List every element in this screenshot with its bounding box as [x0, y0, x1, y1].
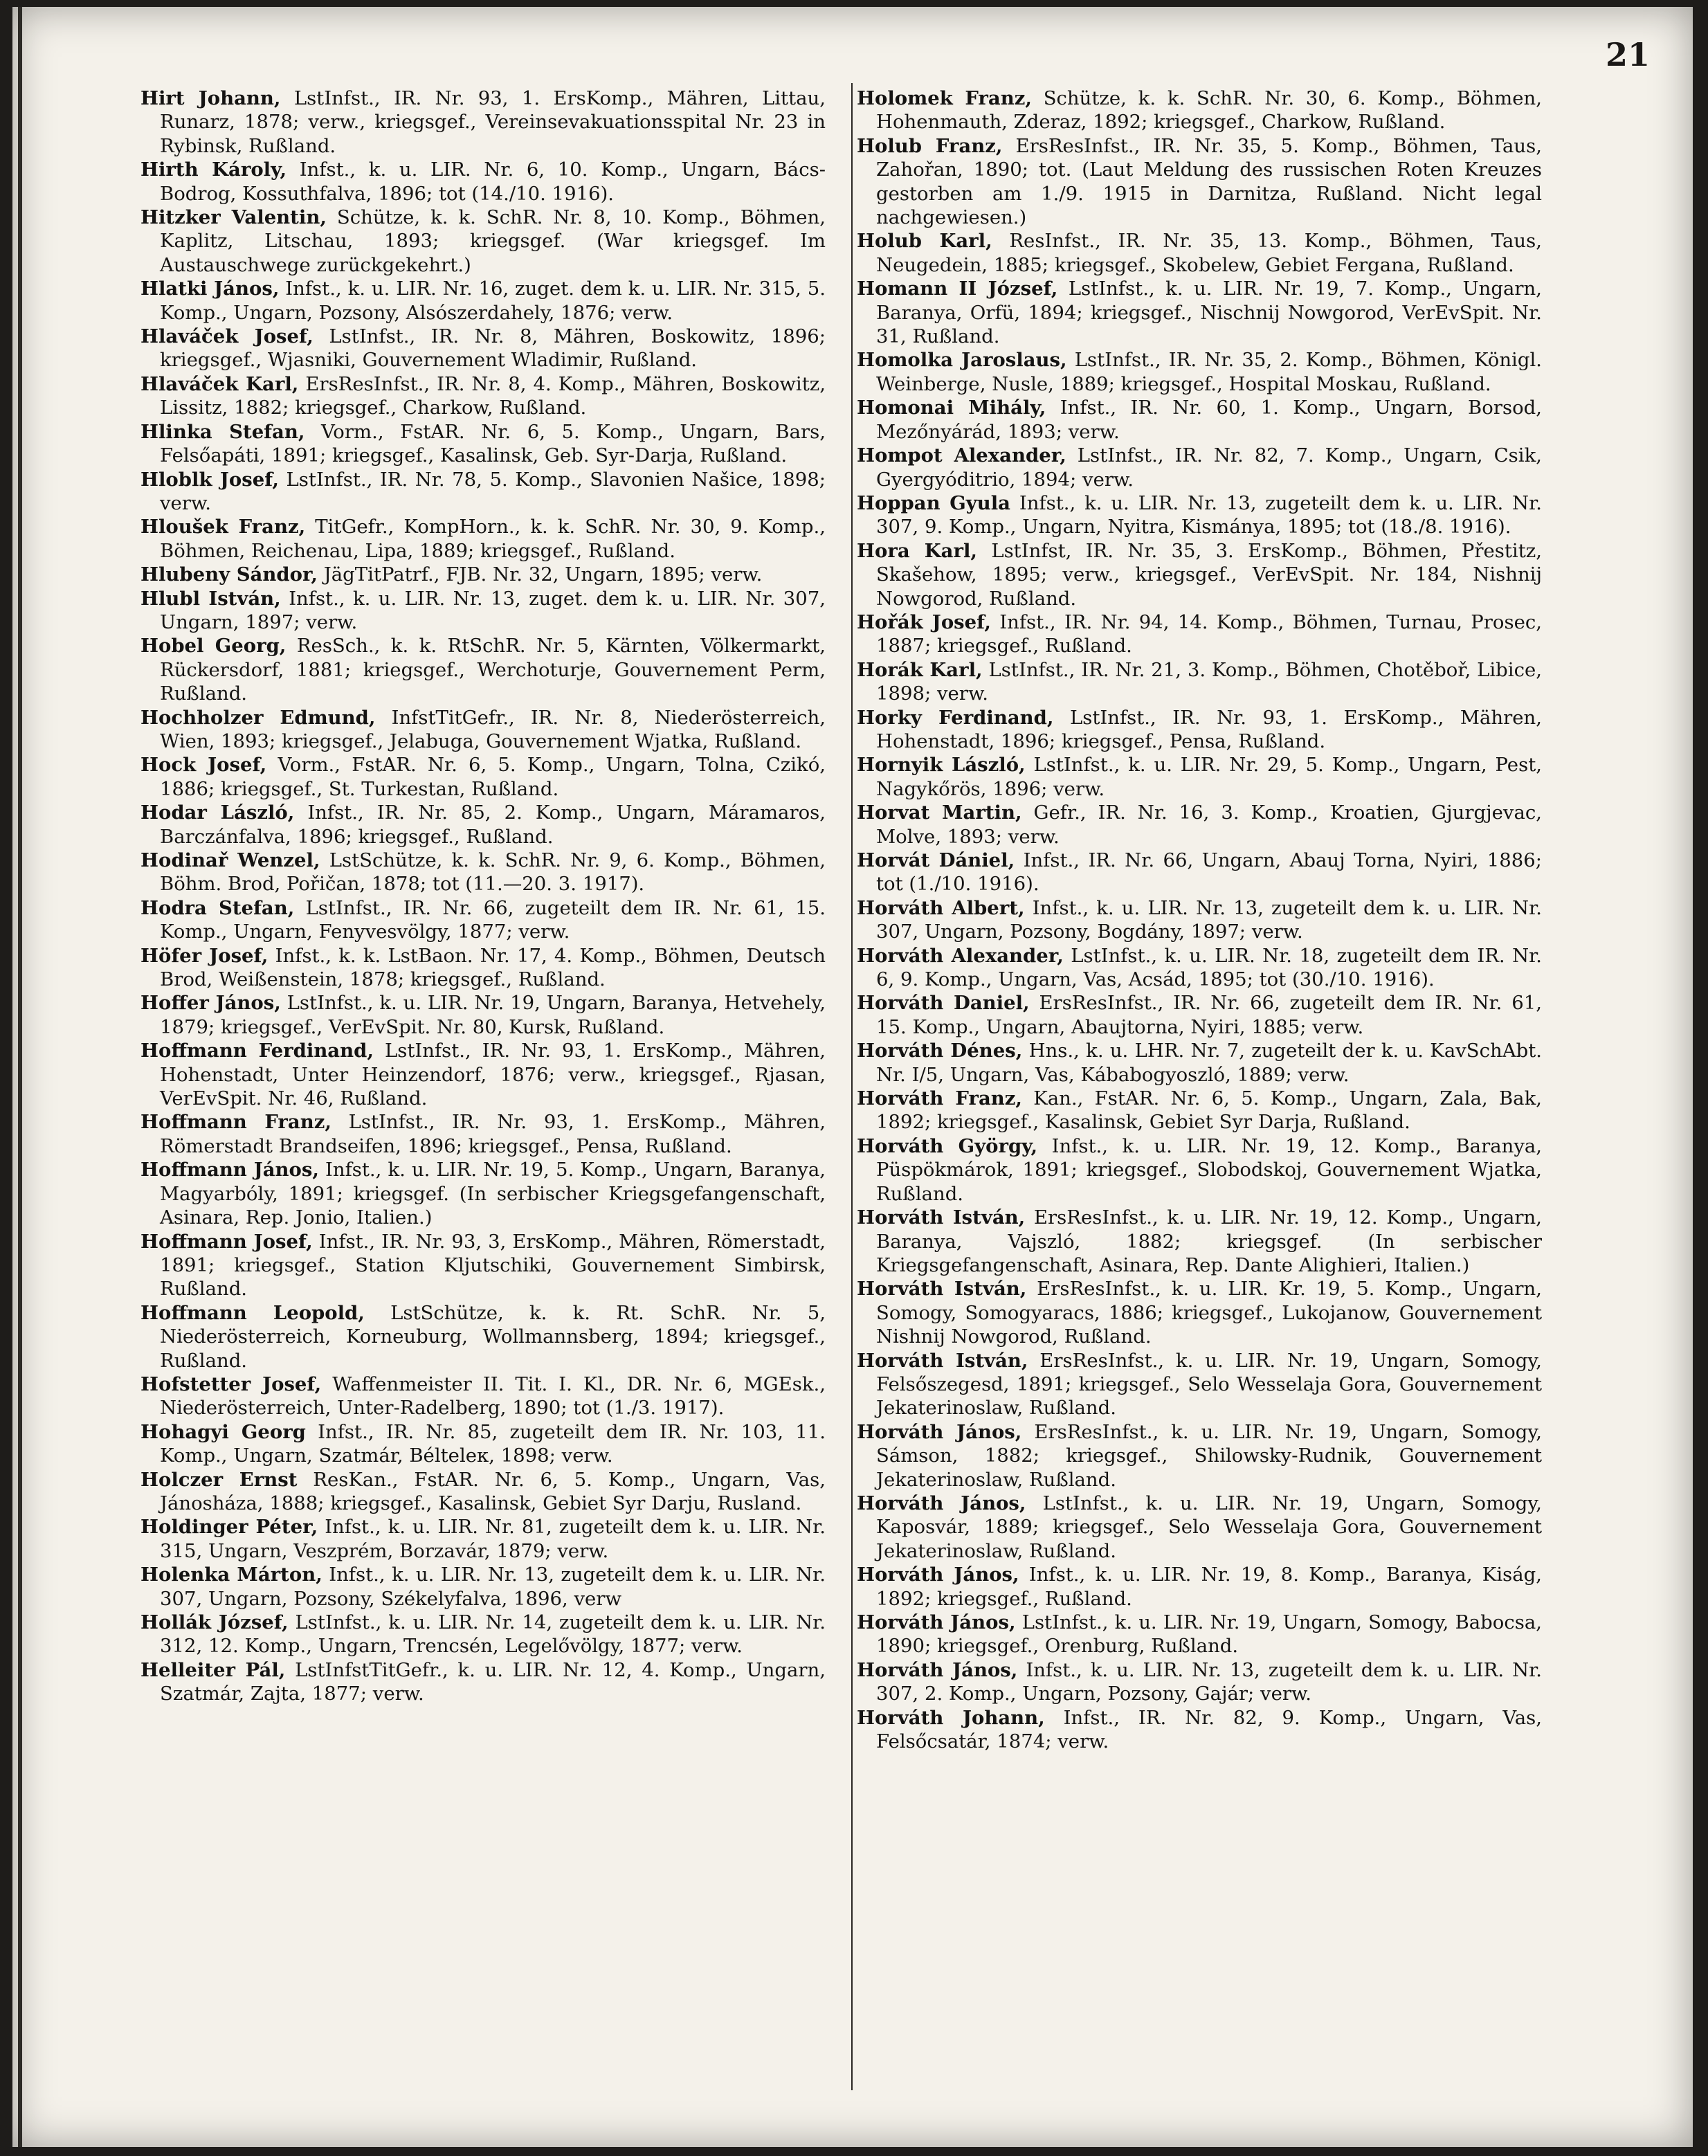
entry-details: Infst., k. u. LIR. Nr. 19, 8. Komp., Baranya, Kiság, 1892; kriegsgef., Rußland.	[876, 1564, 1542, 1610]
entry-name: Hompot Alexander,	[857, 444, 1066, 467]
entry-name: Horváth Franz,	[857, 1087, 1022, 1110]
entry-name: Hobel Georg,	[140, 635, 287, 658]
casualty-entry	[140, 468, 826, 516]
entry-name: Hohagyi Georg	[140, 1420, 306, 1443]
entry-name: Hornyik László,	[857, 754, 1026, 777]
page-number: 21	[1605, 36, 1650, 73]
entry-details: Infst., k. u. LIR. Nr. 13, zuget. dem k. u. LIR. Nr. 307, Ungarn, 1897; verw.	[160, 587, 826, 633]
casualty-entry	[140, 1658, 826, 1706]
entry-name: Hloušek Franz,	[140, 516, 306, 538]
entry-name: Hlubeny Sándor,	[140, 563, 318, 586]
entry-name: Hlaváček Karl,	[140, 372, 299, 395]
entry-details: LstInfst., k. u. LIR. Nr. 19, 7. Komp., Ungarn, Baranya, Orfü, 1894; kriegsgef., Nischnij Nowgorod, VerEvSpit. Nr. 31, Rußland.	[876, 278, 1542, 348]
entry-details: LstInfst., IR. Nr. 78, 5. Komp., Slavonien Našice, 1898; verw.	[160, 468, 826, 514]
entry-name: Hoffmann János,	[140, 1159, 319, 1181]
entry-details: LstInfst., k. u. LIR. Nr. 19, Ungarn, Somogy, Babocsa, 1890; kriegsgef., Orenburg, Rußland.	[876, 1611, 1542, 1658]
entry-details: LstSchütze, k. k. Rt. SchR. Nr. 5, Niederösterreich, Korneuburg, Wollmannsberg, 1894; kriegsgef., Rußland.	[160, 1301, 826, 1372]
entry-details: Infst., k. u. LIR. Nr. 13, zugeteilt dem k. u. LIR. Nr. 307, 9. Komp., Ungarn, Nyitra, Kismánya, 1895; tot (18./8. 1916).	[876, 491, 1542, 538]
entry-details: ErsResInfst., k. u. LIR. Kr. 19, 5. Komp., Ungarn, Somogy, Somogyaracs, 1886; kriegsgef., Lukojanow, Gouvernement Nishnij Nowgorod, Rußland.	[876, 1278, 1542, 1348]
entry-name: Höfer Josef,	[140, 944, 269, 967]
entry-name: Holenka Márton,	[140, 1564, 322, 1586]
entry-details: Infst., IR. Nr. 94, 14. Komp., Böhmen, Turnau, Prosec, 1887; kriegsgef., Rußland.	[876, 610, 1542, 658]
casualty-entry	[857, 87, 1542, 134]
entry-name: Hoffer János,	[140, 992, 281, 1015]
casualty-entry	[857, 1658, 1542, 1706]
entry-name: Hochholzer Edmund,	[140, 706, 376, 729]
entry-details: LstInfst, IR. Nr. 35, 3. ErsKomp., Böhmen, Přestitz, Skašehow, 1895; verw., kriegsgef., VerEvSpit. Nr. 184, Nishnij Nowgorod, Rußland.	[876, 539, 1542, 610]
entry-details: ResSch., k. k. RtSchR. Nr. 5, Kärnten, Völkermarkt, Rückersdorf, 1881; kriegsgef., Werchoturje, Gouvernement Perm, Rußland.	[160, 635, 826, 705]
casualty-entry	[857, 610, 1542, 658]
entry-details: JägTitPatrf., FJB. Nr. 32, Ungarn, 1895; verw.	[323, 563, 763, 586]
entry-name: Horvát Dániel,	[857, 849, 1015, 871]
casualty-entry	[140, 420, 826, 468]
entry-details: ErsResInfst., k. u. LIR. Nr. 19, Ungarn, Somogy, Felsőszegesd, 1891; kriegsgef., Selo Wesselaja Gora, Gouvernement Jekaterinoslaw, Rußland.	[876, 1349, 1542, 1420]
entry-name: Helleiter Pál,	[140, 1658, 286, 1681]
entry-name: Horváth István,	[857, 1349, 1028, 1372]
casualty-entry	[857, 1420, 1542, 1492]
casualty-entry	[857, 348, 1542, 396]
entry-name: Homann II József,	[857, 278, 1058, 300]
entry-details: ErsResInfst., k. u. LIR. Nr. 19, Ungarn, Somogy, Sámson, 1882; kriegsgef., Shilowsky-Rudnik, Gouvernement Jekaterinoslaw, Rußland.	[876, 1420, 1542, 1491]
casualty-entry	[140, 563, 826, 586]
entry-details: TitGefr., KompHorn., k. k. SchR. Nr. 30, 9. Komp., Böhmen, Reichenau, Lipa, 1889; kriegsgef., Rußland.	[160, 516, 826, 562]
entry-name: Holomek Franz,	[857, 87, 1032, 109]
entry-name: Holub Franz,	[857, 134, 1003, 157]
entry-details: LstInfst., IR. Nr. 93, 1. ErsKomp., Mähren, Römerstadt Brandseifen, 1896; kriegsgef., Pensa, Rußland.	[160, 1111, 826, 1157]
left-column	[140, 87, 826, 1706]
entry-details: InfstTitGefr., IR. Nr. 8, Niederösterreich, Wien, 1893; kriegsgef., Jelabuga, Gouvernement Wjatka, Rußland.	[160, 706, 826, 752]
entry-name: Hoffmann Ferdinand,	[140, 1040, 374, 1062]
casualty-entry	[140, 206, 826, 277]
entry-details: LstInfst., IR. Nr. 93, 1. ErsKomp., Mähren, Littau, Runarz, 1878; verw., kriegsgef., Vereinsevakuationsspital Nr. 23 in Rybinsk, Rußland.	[160, 87, 826, 157]
entry-name: Hollák József,	[140, 1611, 289, 1633]
entry-name: Hlaváček Josef,	[140, 325, 314, 348]
casualty-entry	[140, 1301, 826, 1373]
entry-name: Homolka Jaroslaus,	[857, 349, 1067, 372]
entry-details: LstSchütze, k. k. SchR. Nr. 9, 6. Komp., Böhmen, Böhm. Brod, Pořičan, 1878; tot (11.—20. 3. 1917).	[160, 849, 826, 896]
casualty-entry	[857, 229, 1542, 277]
column-divider	[851, 83, 853, 2090]
casualty-entry	[140, 944, 826, 992]
entry-details: LstInfst., IR. Nr. 8, Mähren, Boskowitz, 1896; kriegsgef., Wjasniki, Gouvernement Wladimir, Rußland.	[160, 325, 826, 372]
casualty-entry	[857, 1349, 1542, 1420]
entry-name: Hitzker Valentin,	[140, 206, 327, 229]
entry-details: Infst., IR. Nr. 85, 2. Komp., Ungarn, Máramaros, Barczánfalva, 1896; kriegsgef., Rußland.	[160, 801, 826, 848]
entry-details: Infst., IR. Nr. 93, 3, ErsKomp., Mähren, Römerstadt, 1891; kriegsgef., Station Kljutschiki, Gouvernement Simbirsk, Rußland.	[160, 1230, 826, 1301]
entry-details: LstInfstTitGefr., k. u. LIR. Nr. 12, 4. Komp., Ungarn, Szatmár, Zajta, 1877; verw.	[160, 1658, 826, 1705]
entry-details: ErsResInfst., k. u. LIR. Nr. 19, 12. Komp., Ungarn, Baranya, Vajszló, 1882; kriegsgef. (In serbischer Kriegsgefangenschaft, Asinara, Rep. Dante Alighieri, Italien.)	[876, 1206, 1543, 1276]
casualty-entry	[140, 1110, 826, 1158]
entry-name: Hodra Stefan,	[140, 896, 295, 919]
entry-details: Schütze, k. k. SchR. Nr. 30, 6. Komp., Böhmen, Hohenmauth, Zderaz, 1892; kriegsgef., Charkow, Rußland.	[876, 87, 1542, 134]
entry-name: Hoffmann Franz,	[140, 1111, 331, 1134]
entry-details: LstInfst., IR. Nr. 93, 1. ErsKomp., Mähren, Hohenstadt, Unter Heinzendorf, 1876; verw., kriegsgef., Rjasan, VerEvSpit. Nr. 46, Rußland.	[160, 1040, 826, 1110]
casualty-entry	[857, 1611, 1542, 1658]
entry-name: Hodinař Wenzel,	[140, 849, 320, 871]
entry-details: Gefr., IR. Nr. 16, 3. Komp., Kroatien, Gjurgjevac, Molve, 1893; verw.	[876, 801, 1543, 848]
casualty-entry	[140, 87, 826, 158]
casualty-entry	[140, 1420, 826, 1468]
entry-name: Homonai Mihály,	[857, 397, 1046, 419]
casualty-entry	[857, 134, 1542, 230]
entry-name: Hirth Károly,	[140, 158, 287, 181]
entry-name: Horváth Alexander,	[857, 944, 1064, 967]
entry-details: Schütze, k. k. SchR. Nr. 8, 10. Komp., Böhmen, Kaplitz, Litschau, 1893; kriegsgef. (War kriegsgef. Im Austauschwege zurückgekehrt.)	[160, 206, 826, 276]
casualty-entry	[857, 896, 1542, 944]
entry-details: Waffenmeister II. Tit. I. Kl., DR. Nr. 6, MGEsk., Niederösterreich, Unter-Radelberg, 1890; tot (1./3. 1917).	[160, 1373, 826, 1420]
casualty-entry	[140, 1515, 826, 1563]
entry-name: Horváth János,	[857, 1420, 1022, 1443]
entry-details: Hns., k. u. LHR. Nr. 7, zugeteilt der k. u. KavSchAbt. Nr. I/5, Ungarn, Vas, Kábabogyoszló, 1889; verw.	[876, 1040, 1542, 1086]
entry-details: Infst., k. u. LIR. Nr. 6, 10. Komp., Ungarn, Bács-Bodrog, Kossuthfalva, 1896; tot (14./10. 1916).	[160, 158, 826, 205]
entry-name: Holub Karl,	[857, 230, 992, 253]
entry-name: Horvat Martin,	[857, 801, 1022, 824]
casualty-entry	[857, 539, 1542, 610]
entry-details: LstInfst., IR. Nr. 66, zugeteilt dem IR. Nr. 61, 15. Komp., Ungarn, Fenyvesvölgy, 1877; verw.	[160, 896, 826, 943]
entry-name: Hloblk Josef,	[140, 468, 279, 491]
entry-name: Hodar László,	[140, 801, 295, 824]
entry-details: LstInfst., k. u. LIR. Nr. 14, zugeteilt dem k. u. LIR. Nr. 312, 12. Komp., Ungarn, Trencsén, Legelővölgy, 1877; verw.	[160, 1611, 826, 1658]
entry-name: Horváth János,	[857, 1564, 1019, 1586]
entry-details: LstInfst., IR. Nr. 93, 1. ErsKomp., Mähren, Hohenstadt, 1896; kriegsgef., Pensa, Rußland.	[876, 706, 1542, 752]
casualty-entry	[857, 396, 1542, 444]
casualty-entry	[140, 158, 826, 206]
entry-name: Hock Josef,	[140, 754, 267, 777]
entry-name: Horváth Daniel,	[857, 992, 1030, 1015]
casualty-entry	[140, 1563, 826, 1611]
casualty-entry	[140, 587, 826, 635]
casualty-entry	[857, 491, 1542, 539]
entry-details: Infst., IR. Nr. 85, zugeteilt dem IR. Nr. 103, 11. Komp., Ungarn, Szatmár, Bélteleк, 1898; verw.	[160, 1420, 826, 1467]
entry-details: Infst., IR. Nr. 60, 1. Komp., Ungarn, Borsod, Mezőnyárád, 1893; verw.	[876, 397, 1542, 443]
entry-details: Infst., k. u. LIR. Nr. 13, zugeteilt dem k. u. LIR. Nr. 307, Ungarn, Pozsony, Székelyfalva, 1896, verw	[160, 1564, 826, 1610]
casualty-entry	[857, 1563, 1542, 1611]
casualty-entry	[140, 325, 826, 372]
casualty-entry	[140, 634, 826, 705]
entry-name: Hora Karl,	[857, 539, 977, 562]
entry-name: Hofstetter Josef,	[140, 1373, 322, 1395]
entry-name: Horváth János,	[857, 1658, 1018, 1681]
entry-name: Horváth István,	[857, 1278, 1027, 1301]
casualty-entry	[857, 1206, 1542, 1277]
entry-name: Horváth János,	[857, 1492, 1026, 1514]
entry-details: Vorm., FstAR. Nr. 6, 5. Komp., Ungarn, Bars, Felsőapáti, 1891; kriegsgef., Kasalinsk, Geb. Syr-Darja, Rußland.	[160, 420, 826, 467]
entry-details: LstInfst., k. u. LIR. Nr. 18, zugeteilt dem IR. Nr. 6, 9. Komp., Ungarn, Vas, Acsád, 1895; tot (30./10. 1916).	[876, 944, 1543, 991]
entry-name: Holczer Ernst	[140, 1468, 298, 1491]
casualty-entry	[857, 1087, 1542, 1134]
casualty-entry	[140, 896, 826, 944]
casualty-entry	[857, 753, 1542, 801]
entry-name: Hlinka Stefan,	[140, 420, 305, 443]
casualty-entry	[140, 1468, 826, 1516]
casualty-entry	[857, 1039, 1542, 1087]
entry-name: Hořák Josef,	[857, 610, 991, 633]
entry-name: Horváth János,	[857, 1611, 1016, 1633]
entry-details: Infst., k. u. LIR. Nr. 16, zuget. dem k. u. LIR. Nr. 315, 5. Komp., Ungarn, Pozsony, Alsószerdahely, 1876; verw.	[160, 278, 826, 324]
entry-details: Infst., IR. Nr. 66, Ungarn, Abauj Torna, Nyiri, 1886; tot (1./10. 1916).	[876, 849, 1543, 896]
entry-name: Hoppan Gyula	[857, 491, 1010, 514]
entry-details: Kan., FstAR. Nr. 6, 5. Komp., Ungarn, Zala, Bak, 1892; kriegsgef., Kasalinsk, Gebiet Syr Darja, Rußland.	[876, 1087, 1542, 1134]
casualty-entry	[857, 1706, 1542, 1754]
entry-details: Infst., k. u. LIR. Nr. 19, 5. Komp., Ungarn, Baranya, Magyarbóly, 1891; kriegsgef. (In serbischer Kriegsgefangenschaft, Asinara, Rep. Jonio, Italien.)	[160, 1159, 826, 1229]
casualty-entry	[140, 753, 826, 801]
entry-name: Horváth István,	[857, 1206, 1026, 1229]
entry-details: ErsResInfst., IR. Nr. 66, zugeteilt dem IR. Nr. 61, 15. Komp., Ungarn, Abaujtorna, Nyiri, 1885; verw.	[876, 992, 1542, 1038]
casualty-entry	[140, 372, 826, 420]
entry-details: ResInfst., IR. Nr. 35, 13. Komp., Böhmen, Taus, Neugedein, 1885; kriegsgef., Skobelew, Gebiet Fergana, Rußland.	[876, 230, 1542, 276]
casualty-entry	[140, 1158, 826, 1229]
entry-details: Infst., k. u. LIR. Nr. 13, zugeteilt dem k. u. LIR. Nr. 307, Ungarn, Pozsony, Bogdány, 1897; verw.	[876, 896, 1542, 943]
entry-details: Infst., k. k. LstBaon. Nr. 17, 4. Komp., Böhmen, Deutsch Brod, Weißenstein, 1878; kriegsgef., Rußland.	[160, 944, 826, 991]
entry-details: LstInfst., IR. Nr. 21, 3. Komp., Böhmen, Chotěboř, Libice, 1898; verw.	[876, 658, 1542, 705]
entry-details: Infst., k. u. LIR. Nr. 19, 12. Komp., Baranya, Püspökmárok, 1891; kriegsgef., Slobodskoj, Gouvernement Wjatka, Rußland.	[876, 1134, 1542, 1205]
entry-details: Infst., IR. Nr. 82, 9. Komp., Ungarn, Vas, Felsőcsatár, 1874; verw.	[876, 1706, 1542, 1753]
entry-name: Hirt Johann,	[140, 87, 281, 109]
entry-name: Horváth Dénes,	[857, 1040, 1023, 1062]
entry-details: LstInfst., k. u. LIR. Nr. 29, 5. Komp., Ungarn, Pest, Nagykőrös, 1896; verw.	[876, 754, 1542, 800]
casualty-entry	[140, 1039, 826, 1110]
entry-name: Hlubl István,	[140, 587, 281, 610]
entry-details: Vorm., FstAR. Nr. 6, 5. Komp., Ungarn, Tolna, Czikó, 1886; kriegsgef., St. Turkestan, Rußland.	[160, 754, 826, 800]
entry-name: Horky Ferdinand,	[857, 706, 1054, 729]
entry-details: ErsResInfst., IR. Nr. 8, 4. Komp., Mähren, Boskowitz, Lissitz, 1882; kriegsgef., Charkow, Rußland.	[160, 372, 826, 419]
casualty-entry	[140, 1230, 826, 1301]
entry-name: Hoffmann Leopold,	[140, 1301, 365, 1324]
casualty-entry	[140, 515, 826, 563]
casualty-entry	[140, 1373, 826, 1420]
casualty-entry	[857, 849, 1542, 896]
casualty-entry	[857, 706, 1542, 754]
entry-name: Hlatki János,	[140, 278, 280, 300]
entry-name: Horváth György,	[857, 1134, 1038, 1157]
document-page	[12, 7, 1693, 2147]
entry-name: Horák Karl,	[857, 658, 983, 681]
casualty-entry	[857, 1492, 1542, 1563]
entry-name: Horváth Johann,	[857, 1706, 1045, 1729]
casualty-entry	[857, 1134, 1542, 1206]
entry-name: Holdinger Péter,	[140, 1516, 318, 1539]
entry-details: LstInfst., k. u. LIR. Nr. 19, Ungarn, Somogy, Kaposvár, 1889; kriegsgef., Selo Wesselaja Gora, Gouvernement Jekaterinoslaw, Rußland.	[876, 1492, 1542, 1562]
entry-details: Infst., k. u. LIR. Nr. 13, zugeteilt dem k. u. LIR. Nr. 307, 2. Komp., Ungarn, Pozsony, Gajár; verw.	[876, 1658, 1542, 1705]
entry-details: LstInfst., k. u. LIR. Nr. 19, Ungarn, Baranya, Hetvehely, 1879; kriegsgef., VerEvSpit. Nr. 80, Kursk, Rußland.	[160, 992, 826, 1038]
casualty-entry	[140, 277, 826, 325]
entry-details: Infst., k. u. LIR. Nr. 81, zugeteilt dem k. u. LIR. Nr. 315, Ungarn, Veszprém, Borzavár, 1879; verw.	[160, 1516, 826, 1562]
book-spine-edge	[18, 7, 22, 2147]
entry-name: Horváth Albert,	[857, 896, 1025, 919]
casualty-entry	[140, 849, 826, 896]
casualty-entry	[857, 1277, 1542, 1348]
casualty-entry	[857, 801, 1542, 849]
entry-details: LstInfst., IR. Nr. 82, 7. Komp., Ungarn, Csik, Gyergyóditrio, 1894; verw.	[876, 444, 1542, 491]
casualty-entry	[140, 706, 826, 754]
entry-name: Hoffmann Josef,	[140, 1230, 313, 1253]
casualty-entry	[857, 277, 1542, 348]
entry-details: ResKan., FstAR. Nr. 6, 5. Komp., Ungarn, Vas, Jánosháza, 1888; kriegsgef., Kasalinsk, Gebiet Syr Darju, Rusland.	[160, 1468, 826, 1514]
entry-details: ErsResInfst., IR. Nr. 35, 5. Komp., Böhmen, Taus, Zahořan, 1890; tot. (Laut Meldung des russischen Roten Kreuzes gestorben am 1./9. 1915 in Darnitza, Rußland. Nicht legal nachgewiesen.)	[876, 134, 1542, 229]
casualty-entry	[857, 991, 1542, 1039]
casualty-entry	[857, 944, 1542, 992]
casualty-entry	[140, 1611, 826, 1658]
casualty-entry	[140, 801, 826, 849]
right-column	[857, 87, 1542, 1753]
casualty-entry	[857, 658, 1542, 706]
casualty-entry	[857, 444, 1542, 491]
casualty-entry	[140, 991, 826, 1039]
entry-details: LstInfst., IR. Nr. 35, 2. Komp., Böhmen, Königl. Weinberge, Nusle, 1889; kriegsgef., Hospital Moskau, Rußland.	[876, 349, 1542, 395]
